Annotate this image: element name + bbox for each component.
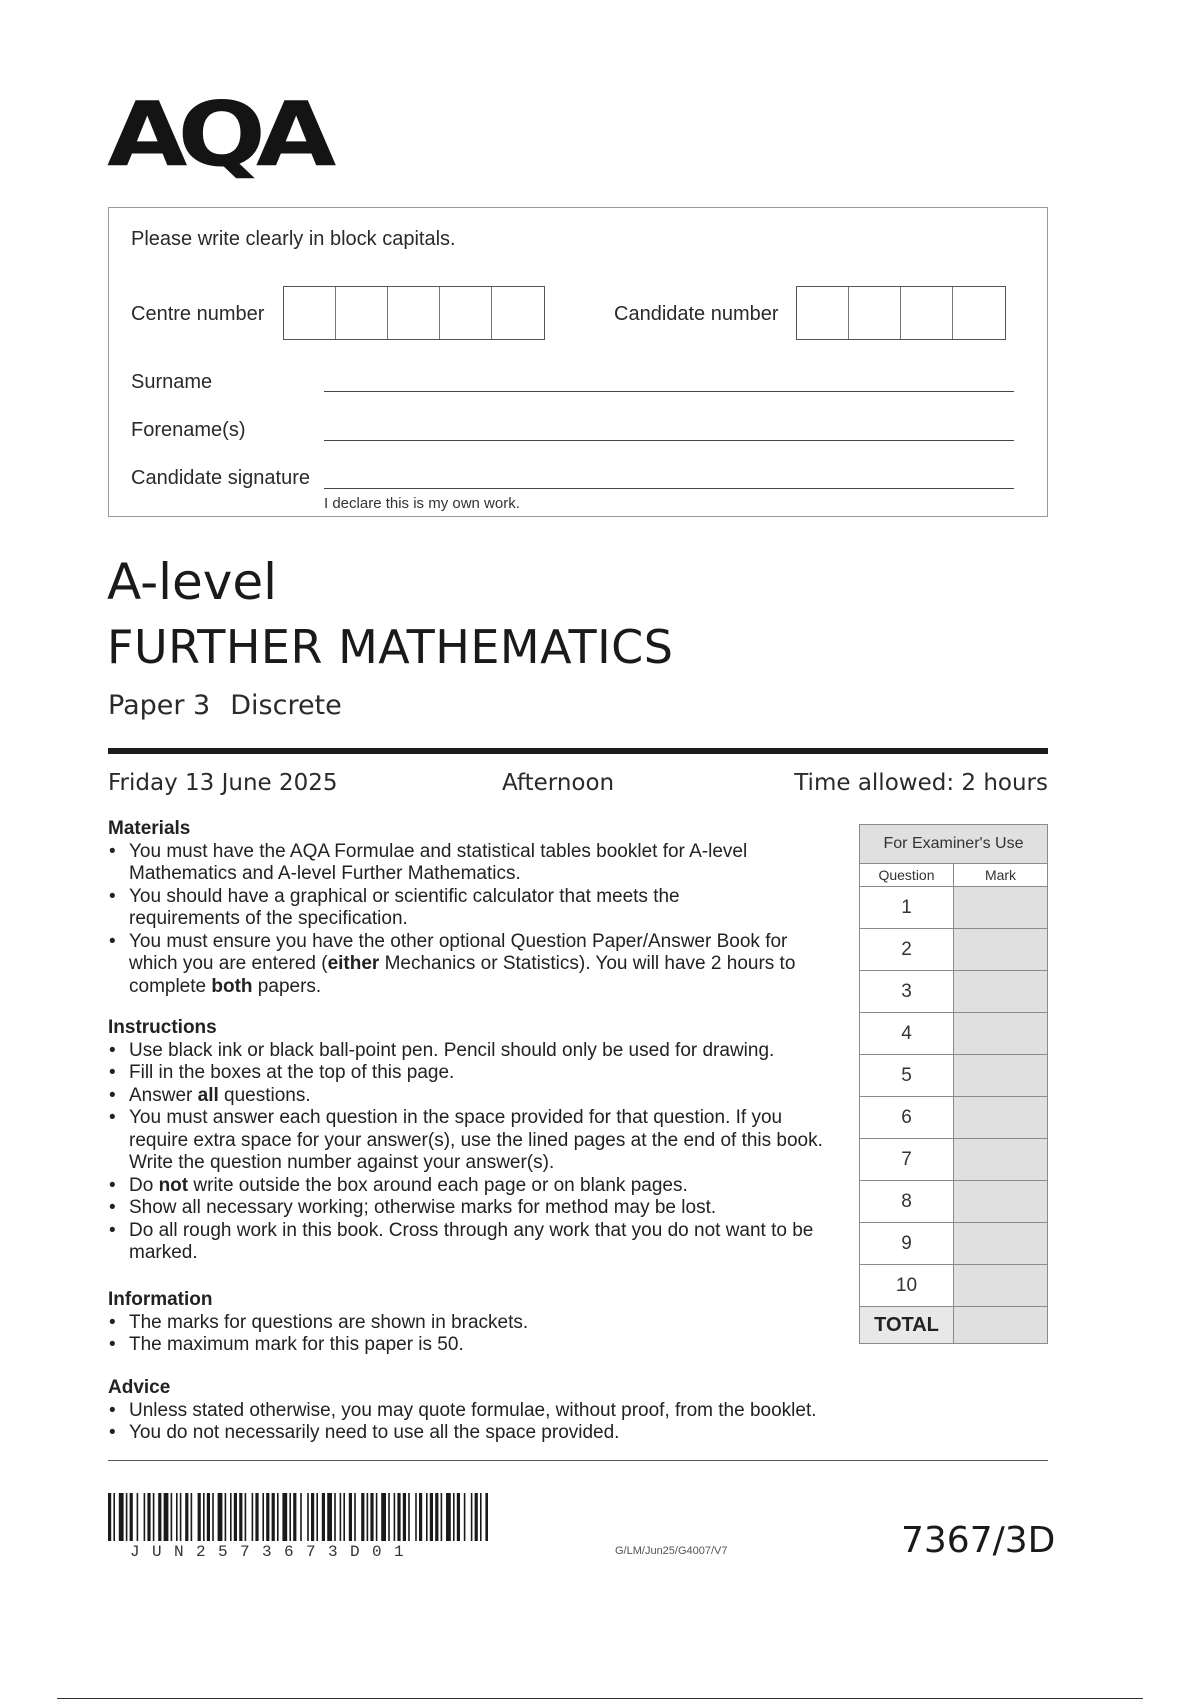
aqa-logo: AQA	[107, 82, 327, 188]
barcode	[108, 1493, 488, 1541]
exam-date: Friday 13 June 2025	[108, 770, 338, 796]
centre-number-boxes[interactable]	[283, 286, 545, 340]
mark-column-header: Mark	[954, 864, 1048, 887]
subject-title: FURTHER MATHEMATICS	[107, 620, 674, 674]
surname-line[interactable]	[324, 391, 1014, 392]
question-number: 9	[860, 1223, 954, 1265]
mark-cell	[954, 1181, 1048, 1223]
centre-digit-box[interactable]	[440, 287, 492, 339]
total-mark-cell	[954, 1307, 1048, 1344]
paper-code: 7367/3D	[901, 1520, 1056, 1561]
footer-divider	[108, 1460, 1048, 1461]
mark-cell	[954, 929, 1048, 971]
candidate-details-box	[108, 207, 1048, 517]
information-heading: Information	[108, 1289, 213, 1310]
question-number: 10	[860, 1265, 954, 1307]
mark-cell	[954, 1223, 1048, 1265]
total-label: TOTAL	[860, 1307, 954, 1344]
mark-cell	[954, 887, 1048, 929]
advice-item: • Unless stated otherwise, you may quote formulae, without proof, from the booklet.	[108, 1400, 1008, 1423]
question-number: 5	[860, 1055, 954, 1097]
centre-number-label: Centre number	[131, 303, 265, 325]
candidate-digit-box[interactable]	[953, 287, 1005, 339]
page-bottom-line	[57, 1698, 1143, 1699]
examiners-use-table	[859, 824, 1048, 1344]
question-number: 4	[860, 1013, 954, 1055]
examiners-use-heading: For Examiner's Use	[860, 825, 1048, 864]
document-reference: G/LM/Jun25/G4007/V7	[615, 1545, 728, 1557]
instruction-item: • Show all necessary working; otherwise marks for method may be lost.	[108, 1197, 858, 1220]
barcode-text: JUN2573673D01	[130, 1543, 417, 1561]
paper-name: Discrete	[230, 690, 342, 721]
question-number: 2	[860, 929, 954, 971]
advice-heading: Advice	[108, 1377, 171, 1398]
forenames-label: Forename(s)	[131, 419, 246, 441]
paper-title	[108, 690, 342, 721]
declaration-text: I declare this is my own work.	[324, 495, 520, 512]
advice-section	[108, 1377, 1008, 1445]
instruction-item: • Answer all questions.	[108, 1085, 858, 1108]
question-column-header: Question	[860, 864, 954, 887]
question-number: 3	[860, 971, 954, 1013]
mark-cell	[954, 1097, 1048, 1139]
title-divider	[108, 748, 1048, 754]
candidate-number-boxes[interactable]	[796, 286, 1006, 340]
exam-session: Afternoon	[502, 770, 615, 796]
block-capitals-instruction: Please write clearly in block capitals.	[131, 228, 456, 250]
mark-cell	[954, 1055, 1048, 1097]
materials-item: • You must ensure you have the other optional Question Paper/Answer Book for which you are entered (either Mechanics or Statistics). You will have 2 hours to complete both papers.	[108, 931, 829, 999]
instructions-heading: Instructions	[108, 1017, 217, 1038]
instructions-section	[108, 1017, 858, 1265]
instruction-item: • Do all rough work in this book. Cross through any work that you do not want to be marked.	[108, 1220, 849, 1265]
centre-digit-box[interactable]	[388, 287, 440, 339]
candidate-digit-box[interactable]	[849, 287, 901, 339]
instruction-item: • Do not write outside the box around each page or on blank pages.	[108, 1175, 858, 1198]
mark-cell	[954, 971, 1048, 1013]
qualification-level: A-level	[107, 553, 278, 611]
time-allowed: Time allowed: 2 hours	[794, 770, 1048, 796]
signature-label: Candidate signature	[131, 467, 311, 489]
information-item: • The maximum mark for this paper is 50.	[108, 1334, 858, 1357]
candidate-digit-box[interactable]	[797, 287, 849, 339]
materials-section	[108, 818, 858, 998]
signature-line[interactable]	[324, 488, 1014, 489]
centre-digit-box[interactable]	[336, 287, 388, 339]
instruction-item: • You must answer each question in the space provided for that question. If you require extra space for your answer(s), use the lined pages at the end of this book. Write the question number against your answer(s).	[108, 1107, 839, 1175]
question-number: 8	[860, 1181, 954, 1223]
materials-heading: Materials	[108, 818, 191, 839]
mark-cell	[954, 1265, 1048, 1307]
instruction-item: • Fill in the boxes at the top of this page.	[108, 1062, 858, 1085]
centre-digit-box[interactable]	[284, 287, 336, 339]
forenames-line[interactable]	[324, 440, 1014, 441]
candidate-number-label: Candidate number	[614, 303, 779, 325]
materials-item: • You must have the AQA Formulae and statistical tables booklet for A-level Mathematics and A-level Further Mathematics.	[108, 841, 749, 886]
question-number: 7	[860, 1139, 954, 1181]
mark-cell	[954, 1013, 1048, 1055]
paper-number: Paper 3	[108, 690, 211, 721]
instruction-item: • Use black ink or black ball-point pen. Pencil should only be used for drawing.	[108, 1040, 889, 1063]
mark-cell	[954, 1139, 1048, 1181]
candidate-digit-box[interactable]	[901, 287, 953, 339]
information-section	[108, 1289, 858, 1357]
materials-item: • You should have a graphical or scientific calculator that meets the requirements of the specification.	[108, 886, 749, 931]
advice-item: • You do not necessarily need to use all the space provided.	[108, 1422, 1008, 1445]
centre-digit-box[interactable]	[492, 287, 544, 339]
question-number: 6	[860, 1097, 954, 1139]
information-item: • The marks for questions are shown in brackets.	[108, 1312, 858, 1335]
question-number: 1	[860, 887, 954, 929]
surname-label: Surname	[131, 371, 213, 393]
